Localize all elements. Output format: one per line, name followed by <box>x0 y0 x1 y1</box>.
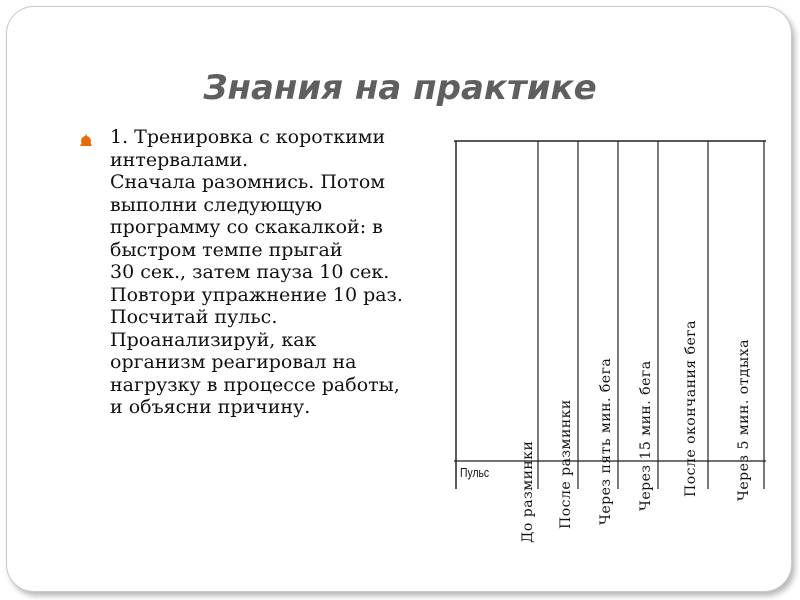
task-text <box>110 126 455 419</box>
task-line: выполни следующую <box>110 193 323 216</box>
task-line: и объясни причину. <box>110 396 311 418</box>
bullet-icon <box>80 134 92 146</box>
task-line: Сначала разомнись. Потом <box>110 171 386 193</box>
task-line: программу со скакалкой: в <box>110 216 383 238</box>
column-header <box>538 141 578 529</box>
column-header-label: До разминки <box>520 440 536 543</box>
column-header-label: Через 5 мин. отдыха <box>736 339 752 501</box>
column-header <box>578 141 618 525</box>
task-line: 1. Тренировка с короткими <box>110 126 386 148</box>
column-header-label: Через 15 мин. бега <box>638 360 654 511</box>
task-line: интервалами. <box>110 148 249 171</box>
task-line: организм реагировал на <box>110 351 357 373</box>
column-header <box>663 141 703 497</box>
task-line: Повтори упражнение 10 раз. <box>110 283 403 306</box>
task-line: быстром темпе прыгай <box>110 238 343 261</box>
slide-title: Знания на практике <box>203 68 597 108</box>
pulse-table <box>454 139 766 543</box>
task-line: Проанализируй, как <box>110 328 317 351</box>
task-line: Посчитай пульс. <box>110 306 278 328</box>
row-label-pulse: Пульс <box>460 465 490 480</box>
column-header-label: После окончания бега <box>683 320 699 497</box>
task-line: нагрузку в процессе работы, <box>110 373 400 396</box>
column-header <box>716 141 756 501</box>
column-header <box>618 141 658 511</box>
column-header <box>500 141 540 543</box>
column-header-label: Через пять мин. бега <box>598 357 614 525</box>
column-header-label: После разминки <box>558 399 574 529</box>
task-line: 30 сек., затем пауза 10 сек. <box>110 261 390 283</box>
